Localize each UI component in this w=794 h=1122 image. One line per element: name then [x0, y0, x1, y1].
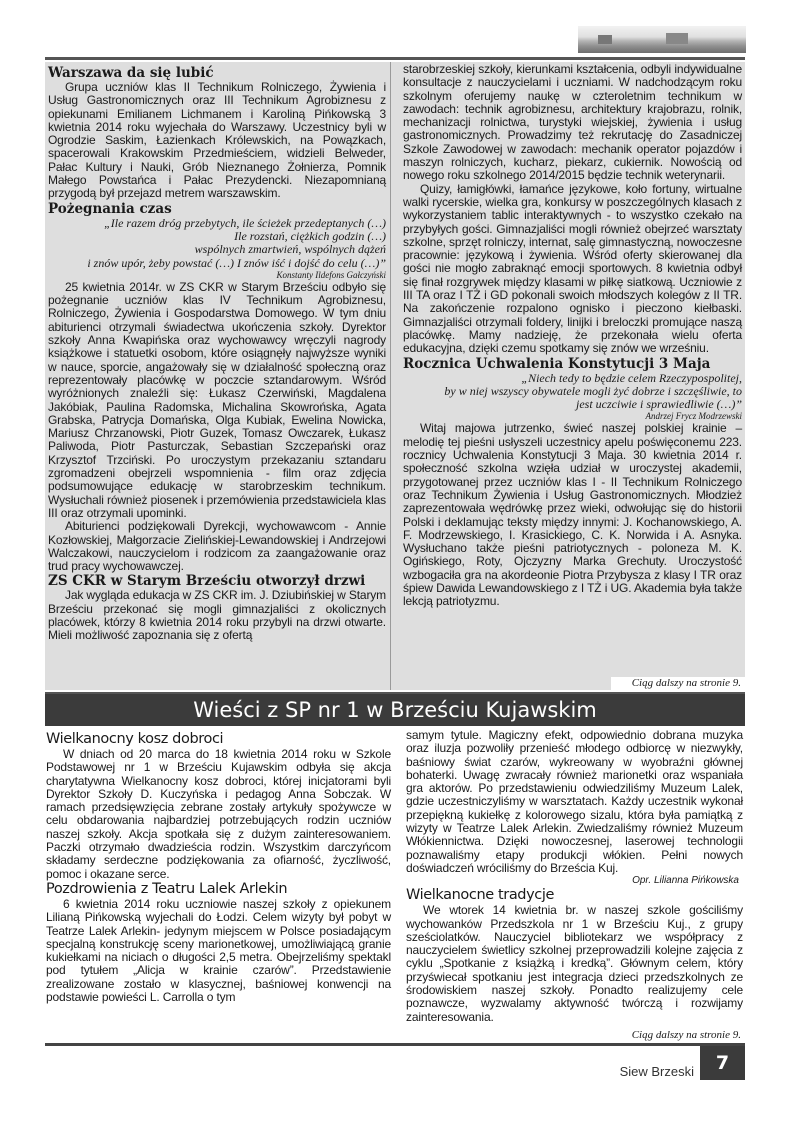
quote-line: Ile rozstań, ciężkich godzin (…): [234, 228, 386, 243]
article-title-konstytucja: Rocznica Uchwalenia Konstytucji 3 Maja: [403, 355, 711, 372]
bottom-left-column: [45, 728, 395, 1042]
article-body-pozegnania: 25 kwietnia 2014r. w ZS CKR w Starym Brześciu odbyło się pożegnanie uczniów klas IV Technikum Agrobiznesu, Rolniczego, Żywienia i Gospodarstwa Domowego. W tym dniu abiturienci otrzymali świadectwa ukończenia szkoły. Dyrektor szkoły Anna Kwapińska oraz wychowawcy wręczyli nagrody książkowe i statuetki osobom, które osiągnęły najwyższe wyniki w nauce, sporcie, angażowały się w działalność społeczną oraz reprezentowały placówkę w poczcie sztandarowym. Wśród wyróżnionych znaleźli się: Łukasz Czerwiński, Magdalena Jakóbiak, Paulina Radomska, Michalina Skowrońska, Agata Grabska, Patrycja Domańska, Olga Kubiak, Ewelina Nowicka, Mariusz Chrzanowski, Piotr Guzek, Tomasz Owczarek, Łukasz Paliwoda, Piotr Pasturczak, Sebastian Szczepański oraz Krzysztof Trzciński. Po uroczystym przekazaniu sztandaru zgromadzeni obejrzeli wspomnienia - film oraz zdjęcia podsumowujące edukację w starobrzeskim technikum. Wysłuchali również piosenek i przemówienia przedstawiciela klas III oraz otrzymali upominki.: [48, 279, 386, 520]
article-body-warszawa: Grupa uczniów klas II Technikum Rolniczego, Żywienia i Usług Gastronomicznych oraz III Technikum Agrobiznesu z opiekunami Emilianem Lichmanem i Karoliną Pińkowską 3 kwietnia 2014 roku wyjechała do Warszawy. Uczestnicy byli w Ogrodzie Saskim, Łazienkach Królewskich, na Powązkach, spacerowali Krakowskim Przedmieściem, widzieli Belweder, Pałac Kultury i Nauki, Grób Nieznanego Żołnierza, Pomnik Małego Powstańca i Pałac Prezydencki. Niezapomnianą przygodą był przejazd metrem warszawskim.: [48, 80, 386, 201]
article-title-drzwi-otwarte: ZS CKR w Starym Brześciu otworzył drzwi: [48, 573, 366, 590]
top-right-column: [398, 62, 745, 690]
quote-modrzewski: [403, 372, 742, 423]
publication-name: Siew Brzeski: [619, 1064, 694, 1079]
quote-line: wspólnych zmartwień, wspólnych dążeń: [194, 242, 386, 257]
quote-author: Konstanty Ildefons Gałczyński: [276, 269, 386, 280]
section-banner: Wieści z SP nr 1 w Brześciu Kujawskim: [45, 694, 745, 726]
continued-note-bottom: Ciąg dalszy na stronie 9.: [626, 1029, 745, 1042]
article-author: Opr. Lilianna Pińkowska: [632, 875, 739, 887]
quote-line: jest uczciwie i sprawiedliwie (…)”: [576, 397, 742, 412]
article-body-drzwi-otwarte-2: Quizy, łamigłówki, łamańce językowe, koło fortuny, wirtualne walki rycerskie, wielka gra, konkursy w poszczególnych klasach z wykorzystaniem tablic interaktywnych - to wszystko czekało na przybyłych gości. Gimnazjaliści mogli również obejrzeć warsztaty szkolne, sprzęt rolniczy, internat, salę gimnastyczną, nowoczesne pracownie: językową i żywienia. Wśród oferty skierowanej dla gości nie mogło zabraknąć emocji sportowych. 8 kwietnia odbył się finał rozgrywek między klasami w piłkę siatkową. Uczniowie z III TA oraz I TŻ i GD pokonali swoich młodszych kolegów z II TR. Na zakończenie rozpalono ognisko i pieczono kiełbaski. Gimnazjaliści otrzymali foldery, linijki i breloczki promujące naszą placówkę. Mamy nadzieję, że przekonała wielu oferta edukacyjna, dzięki czemu spotkamy się znów we wrześniu.: [403, 181, 742, 356]
header-rule: [45, 57, 745, 60]
article-body-konstytucja: Witaj majowa jutrzenko, świeć naszej polskiej krainie – melodię tej pieśni usłyszeli uczestnicy apelu poświęconemu 223. rocznicy Uchwalenia Konstytucji 3 Maja. 30 kwietnia 2014 r. społeczność szkolna wzięła udział w uroczystej akademii, przygotowanej przez uczniów klas I - II Technikum Rolniczego oraz Technikum Żywienia i Usług Gastronomicznych. Młodzież zaprezentowała wędrówkę przez wieki, odwołując się do historii Polski i deklamując teksty między innymi: J. Kochanowskiego, A. F. Modrzewskiego, I. Krasickiego, C. K. Norwida i A. Asnyka. Wysłuchano także pieśni patriotycznych - poloneza M. K. Ogińskiego, Roty, Ojczyzny Marka Grechuty. Uroczystość wzbogaciła gra na akordeonie Piotra Przybysza z klasy I TR oraz śpiew Dawida Lewandowskiego z I TŻ i UG. Akademia była także lekcją patriotyzmu.: [403, 421, 742, 609]
article-body-wielkanocne-tradycje: We wtorek 14 kwietnia br. w naszej szkole gościliśmy wychowanków Przedszkola nr 1 w Brześciu Kuj., z grupy sześciolatków. Nauczyciel bibliotekarz we współpracy z nauczycielem świetlicy szkolnej przeprowadzili kolejne zajęcia z cyklu „Spotkanie z książką i kredką”. Głównym celem, który przyświecał spotkaniu jest integracja dzieci przedszkolnych ze środowiskiem naszej szkoły. Ponadto realizujemy cele poznawcze, wyzwalamy aktywność twórczą i rozwijamy zainteresowania.: [406, 903, 743, 1024]
article-title-pozegnania: Pożegnania czas: [48, 200, 172, 217]
quote-line: „Niech tedy to będzie celem Rzeczypospolitej,: [521, 370, 742, 385]
footer-rule: [45, 1043, 745, 1046]
article-body-drzwi-otwarte: Jak wygląda edukacja w ZS CKR im. J. Dziubińskiej w Starym Brześciu przekonać się mogli gimnazjaliści z okolicznych placówek, którzy 8 kwietnia 2014 roku przybyli na drzwi otwarte. Mieli możliwość zapoznania się z ofertą: [48, 588, 386, 643]
article-body-teatr-arlekin: 6 kwietnia 2014 roku uczniowie naszej szkoły z opiekunem Lilianą Pińkowską wyjechali do Łodzi. Celem wizyty był pobyt w Teatrze Lalek Arlekin- jedynym miejscem w Polsce posiadającym specjalną konstrukcję sceny marionetkowej, umożliwiającą granie kukiełkami na niciach o długości 2,5 metra. Obejrzeliśmy spektakl pod tytułem „Alicja w krainie czarów”. Przedstawienie zrealizowane zostało w klasycznej, baśniowej konwencji na podstawie powieści L. Carrolla o tym: [46, 896, 391, 1005]
continued-note-top: Ciąg dalszy na stronie 9.: [611, 677, 745, 690]
page-number: 7: [700, 1046, 745, 1080]
quote-line: „Ile razem dróg przebytych, ile ścieżek przedeptanych (…): [104, 215, 386, 230]
quote-galczynski: [48, 217, 386, 281]
article-body-kosz-dobroci: W dniach od 20 marca do 18 kwietnia 2014 roku w Szkole Podstawowej nr 1 w Brześciu Kujawskim odbyła się akcja charytatywna Wielkanocny kosz dobroci, której inicjatorami byli Dyrektor Szkoły D. Kuczyńska i pedagog Anna Sobczak. W ramach przedsięwzięcia zebrane zostały artykuły spożywcze w celu obdarowania najbardziej potrzebujących rodzin uczniów naszej szkoły. Akcja spotkała się z dużym zainteresowaniem. Paczki otrzymało dwadzieścia rodzin. Wszystkim darczyńcom składamy serdeczne podziękowania za ofiarność, życzliwość, pomoc i okazane serce.: [46, 747, 391, 881]
top-section: [45, 62, 745, 690]
header-landscape-photo: [578, 26, 746, 53]
article-body-pozegnania-2: Abiturienci podziękowali Dyrekcji, wychowawcom - Annie Kozłowskiej, Małgorzacie Zielińskiej-Lewandowskiej i Andrzejowi Walczakowi, nauczycielom i rodzicom za zaangażowanie oraz trud pracy wychowawczej.: [48, 519, 386, 574]
quote-author: Andrzej Frycz Modrzewski: [645, 411, 742, 422]
article-body-teatr-arlekin-continued: samym tytule. Magiczny efekt, odpowiednio dobrana muzyka oraz iluzja pozwoliły przenieść młodego odbiorcę w niezwykły, baśniowy świat czarów, wykreowany w wyobraźni głównej bohaterki. Uwagę zwracały również marionetki oraz wspaniała gra aktorów. Po przedstawieniu odwiedziliśmy Muzeum Lalek, gdzie uczestniczyliśmy w warsztatach. Każdy uczestnik wykonał przepiękną kukiełkę z kolorowego sizalu, która była pamiątką z wizyty w Teatrze Lalek Arlekin. Zwiedzaliśmy również Muzeum Włókiennictwa. Dzięki nowoczesnej, laserowej technologii poznawaliśmy etapy produkcji włókien. Pełni nowych doświadczeń wróciliśmy do Brześcia Kuj.: [406, 728, 743, 875]
quote-line: by w niej wszyscy obywatele mogli żyć dobrze i szczęśliwie, to: [444, 383, 742, 398]
article-title-kosz-dobroci: Wielkanocny kosz dobroci: [46, 731, 224, 747]
article-title-teatr-arlekin: Pozdrowienia z Teatru Lalek Arlekin: [46, 880, 288, 897]
article-title-wielkanocne-tradycje: Wielkanocne tradycje: [406, 887, 555, 904]
article-title-warszawa: Warszawa da się lubić: [48, 65, 214, 81]
bottom-right-column: [405, 728, 745, 1042]
article-body-drzwi-otwarte-continued: starobrzeskiej szkoły, kierunkami kształcenia, odbyli indywidualne konsultacje z nauczycielami i uczniami. W nadchodzącym roku szkolnym oferujemy naukę w czteroletnim technikum w zawodach: technik agrobiznesu, architektury krajobrazu, rolnik, mechanizacji rolnictwa, turystyki wiejskiej, żywienia i usług gastronomicznych. Prowadzimy też rekrutację do Zasadniczej Szkole Zawodowej w zawodach: mechanik operator pojazdów i maszyn rolniczych, kucharz, piekarz, cukiernik. Nowością od nowego roku szkolnego 2014/2015 będzie technik weterynarii.: [403, 62, 742, 183]
top-left-column: [45, 62, 391, 690]
bottom-section: [45, 728, 745, 1042]
quote-line: i znów upór, żeby powstać (…) I znów iść i dojść do celu (…)”: [87, 255, 386, 270]
